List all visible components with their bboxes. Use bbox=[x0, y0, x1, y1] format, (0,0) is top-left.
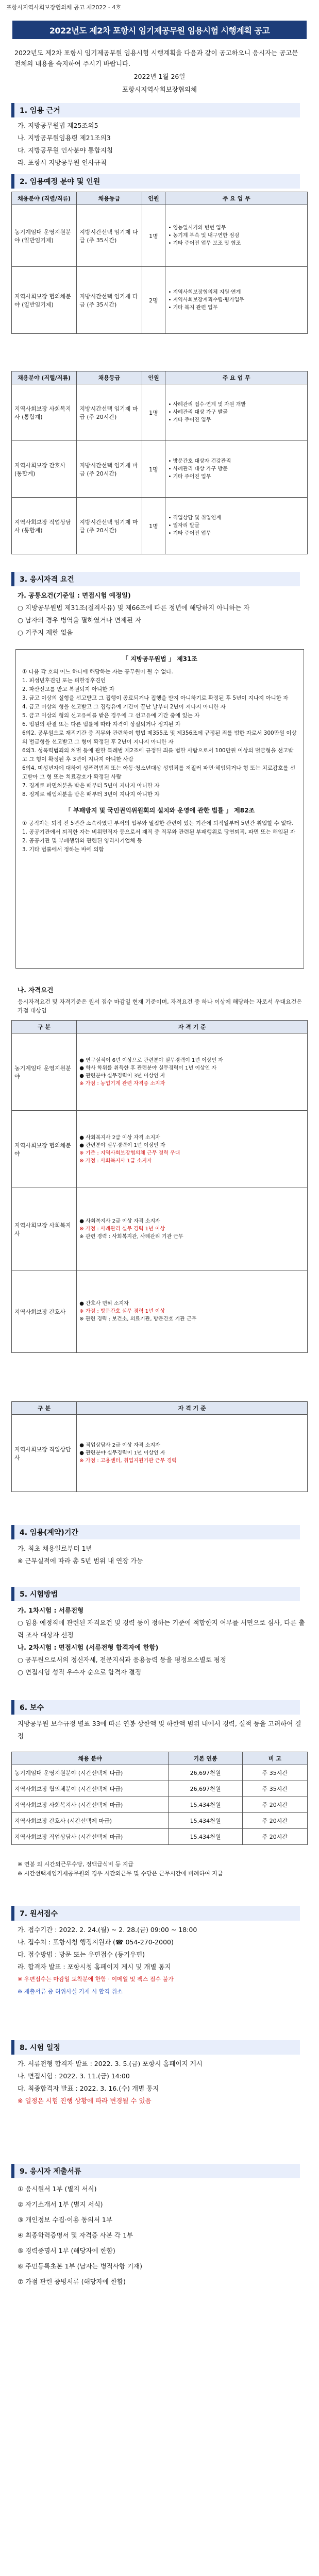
box-line: ① 다음 각 호의 어느 하나에 해당하는 자는 공무원이 될 수 없다. bbox=[22, 669, 173, 675]
list-item: ○ 면접시험 성적 우수자 순으로 합격자 결정 bbox=[18, 1668, 142, 1676]
table-header: 채용 분야 bbox=[12, 1752, 169, 1765]
box-line: ① 공직자는 퇴직 전 5년간 소속하였던 부서의 업무와 밀접한 관련이 있는 기관에 퇴직일부터 5년간 취업할 수 없다. bbox=[22, 820, 293, 826]
criteria-line: ● 간호사 면허 소지자 bbox=[79, 1301, 129, 1307]
list-item: 가. 접수기간 : 2022. 2. 24.(월) ~ 2. 28.(금) 09:00 ~ 18:00 bbox=[18, 1926, 197, 1934]
section-5-list bbox=[18, 1604, 306, 1679]
criteria-line: ※ 가점 : 사례관리 실무 경력 1년 이상 bbox=[79, 1226, 165, 1232]
box-subtitle: 「 부패방지 및 국민권익위원회의 설치와 운영에 관한 법률 」 제82조 bbox=[64, 807, 255, 814]
box-line: 6. 법원의 판결 또는 다른 법률에 따라 자격이 상실되거나 정지된 자 bbox=[22, 721, 181, 727]
criteria-line: ● 사회복지사 2급 이상 자격 소지자 bbox=[79, 1134, 160, 1141]
box-line: 6의3. 성폭력범죄의 처벌 등에 관한 특례법 제2조에 규정된 죄를 범한 사람으로서 100만원 이상의 벌금형을 선고받고 그 형이 확정된 후 3년이 지나지 아니한 사람 bbox=[22, 748, 294, 762]
list-item: ○ 지방공무원법 제31조(결격사유) 및 제66조에 따른 정년에 해당하지 아니하는 자 bbox=[18, 604, 250, 612]
box-line: 1. 피성년후견인 또는 피한정후견인 bbox=[22, 677, 106, 684]
salary-field: 지역사회보장 간호사 (시간선택제 마급) bbox=[12, 1813, 169, 1829]
box-line: 8. 징계로 해임처분을 받은 때부터 3년이 지나지 아니한 자 bbox=[22, 791, 160, 798]
table-row bbox=[12, 384, 308, 441]
table-header: 자 격 기 준 bbox=[77, 1021, 308, 1033]
duty-line: • 지역사회보장계획수립·평가업무 bbox=[168, 297, 244, 303]
duties-cell bbox=[165, 267, 308, 334]
section-4-list bbox=[18, 1543, 306, 1567]
criteria-line: ※ 기준 : 지역사회보장협의체 근무 경력 우대 bbox=[79, 1150, 180, 1156]
section-7-list bbox=[18, 1924, 306, 1998]
criteria-line: ※ 가점 : 농업기계 관련 자격증 소지자 bbox=[79, 1080, 165, 1087]
table-row bbox=[12, 1270, 308, 1353]
table-row bbox=[12, 1813, 308, 1829]
box-line: 4. 금고 이상의 형을 선고받고 그 집행유예 기간이 끝난 날부터 2년이 지나지 아니한 자 bbox=[22, 704, 226, 710]
section-9-heading: 9. 응시자 제출서류 bbox=[11, 2164, 300, 2178]
salary-field: 농기계임대 운영지원분야 (시간선택제 다급) bbox=[12, 1765, 169, 1781]
count-cell: 1명 bbox=[142, 205, 165, 267]
salary-table bbox=[11, 1752, 308, 1845]
table-header: 채용분야 (직렬/직류) bbox=[12, 371, 77, 384]
table-row bbox=[12, 1765, 308, 1781]
duty-line: • 방문간호 대상자 건강관리 bbox=[168, 459, 231, 464]
duty-line: • 기타 주어진 업무 bbox=[168, 417, 211, 423]
table-header: 채용분야 (직렬/직류) bbox=[12, 192, 77, 205]
qualification-subtext: 응시자격요건 및 자격기준은 원서 접수 마감일 현재 기준이며, 자격요건 중 하나 이상에 해당하는 자로서 우대요건은 가점 대상임 bbox=[18, 998, 302, 1014]
table-header: 비 고 bbox=[242, 1752, 307, 1765]
table-row bbox=[12, 441, 308, 498]
list-item: 나. 지방공무원임용령 제21조의3 bbox=[18, 134, 111, 142]
section-3-heading: 3. 응시자격 요건 bbox=[11, 572, 300, 586]
field-cell: 농기계임대 운영지원분야 (일반임기제) bbox=[12, 205, 77, 267]
duty-line: • 기타 복지 관련 업무 bbox=[168, 305, 218, 311]
criteria-cell bbox=[77, 1188, 308, 1270]
notice-title: 2022년도 제2차 포항시 임기제공무원 임용시험 시행계획 공고 bbox=[12, 21, 307, 39]
list-item: ○ 거주지 제한 없음 bbox=[18, 629, 73, 636]
criteria-cell bbox=[77, 1111, 308, 1188]
field-cell: 지역사회보장 협의체분야 bbox=[12, 1111, 77, 1188]
criteria-cell bbox=[77, 1033, 308, 1111]
list-item: 나. 2차시험 : 면접시험 (서류전형 합격자에 한함) bbox=[18, 1643, 159, 1651]
salary-note: 주 35시간 bbox=[242, 1765, 307, 1781]
box-line: 2. 공공기관 및 부패행위와 관련된 영리사기업체 등 bbox=[22, 838, 142, 844]
list-item: 나. 접수처 : 포항시청 행정지원과 (☎ 054-270-2000) bbox=[18, 1938, 174, 1946]
salary-field: 지역사회보장 사회복지사 (시간선택제 마급) bbox=[12, 1797, 169, 1813]
duty-line: • 사례관리 접수·연계 및 자원 개발 bbox=[168, 402, 246, 408]
duty-line: • 지역사회보장협의체 지원·연계 bbox=[168, 290, 241, 295]
criteria-line: ● 사회복지사 2급 이상 자격 소지자 bbox=[79, 1218, 160, 1224]
section-3-list bbox=[18, 589, 306, 639]
criteria-line: ● 직업상담사 2급 이상 자격 소지자 bbox=[79, 1443, 160, 1448]
warning-line: ※ 제출서류 중 허위사실 기재 시 합격 취소 bbox=[18, 1988, 123, 1995]
box-line: 5. 금고 이상의 형의 선고유예를 받은 경우에 그 선고유예 기간 중에 있는 자 bbox=[22, 713, 200, 719]
box-line: 6의4. 미성년자에 대하여 성폭력범죄 또는 아동·청소년대상 성범죄를 저질러 파면·해임되거나 형 또는 치료감호를 선고받아 그 형 또는 치료감호가 확정된 사람 bbox=[22, 765, 296, 780]
section-4-heading: 4. 임용(계약)기간 bbox=[11, 1525, 300, 1539]
disqualification-box bbox=[15, 649, 304, 969]
list-item: ⑤ 경력증명서 1부 (해당자에 한함) bbox=[18, 2247, 115, 2255]
criteria-line: ● 연구실적이 6년 이상으로 관련분야 실무경력이 1년 이상인 자 bbox=[79, 1057, 223, 1063]
table-row bbox=[12, 267, 308, 334]
salary-field: 지역사회보장 직업상담사 (시간선택제 마급) bbox=[12, 1829, 169, 1845]
section-8-heading: 8. 시험 일정 bbox=[11, 2040, 300, 2055]
grade-cell: 지방시간선택 임기제 마급 (주 20시간) bbox=[77, 384, 142, 441]
section-1-heading: 1. 임용 근거 bbox=[11, 103, 300, 117]
table-header: 채용등급 bbox=[77, 371, 142, 384]
table-header: 인원 bbox=[142, 371, 165, 384]
box-line: 7. 징계로 파면처분을 받은 때부터 5년이 지나지 아니한 자 bbox=[22, 783, 160, 789]
field-cell: 지역사회보장 간호사 bbox=[12, 1270, 77, 1353]
table-header: 주 요 업 무 bbox=[165, 371, 308, 384]
criteria-line: ※ 관련 경력 : 사회복지관, 사례관리 기관 근무 bbox=[79, 1234, 183, 1240]
salary-note: 주 20시간 bbox=[242, 1813, 307, 1829]
box-line: 6의2. 공무원으로 재직기간 중 직무와 관련하여 형법 제355조 및 제356조에 규정된 죄를 범한 자로서 300만원 이상의 벌금형을 선고받고 그 형이 확정된 후 2년이 지나지 아니한 자 bbox=[22, 730, 297, 745]
count-cell: 1명 bbox=[142, 384, 165, 441]
list-item: ① 응시원서 1부 (별지 서식) bbox=[18, 2185, 97, 2193]
field-cell: 농기계임대 운영지원분야 bbox=[12, 1033, 77, 1111]
list-item: 나. 면접시험 : 2022. 3. 11.(금) 14:00 bbox=[18, 2072, 130, 2080]
table-header: 구 분 bbox=[12, 1402, 77, 1415]
intro-signature: 포항시지역사회보장협의체 bbox=[122, 86, 197, 93]
list-item: 라. 포항시 지방공무원 인사규칙 bbox=[18, 159, 107, 166]
duties-cell bbox=[165, 384, 308, 441]
intro-paragraph: 2022년도 제2차 포항시 임기제공무원 임용시험 시행계획을 다음과 같이 공고하오니 응시자는 공고문 전체의 내용을 숙지하여 주시기 바랍니다. bbox=[14, 49, 298, 67]
table-row bbox=[12, 205, 308, 267]
duties-cell bbox=[165, 205, 308, 267]
list-item: ④ 최종학력증명서 및 자격증 사본 각 1부 bbox=[18, 2231, 133, 2239]
salary-notes bbox=[18, 1860, 306, 1878]
box-line: 1. 공공기관에서 퇴직한 자는 비위면직자 등으로서 재직 중 직무와 관련된 부패행위로 당연퇴직, 파면 또는 해임된 자 bbox=[22, 829, 295, 835]
list-item: ⑦ 가점 관련 증빙서류 (해당자에 한함) bbox=[18, 2278, 126, 2285]
box-line: 3. 기타 법률에서 정하는 바에 의함 bbox=[22, 846, 104, 853]
list-item: ※ 근무실적에 따라 총 5년 범위 내 연장 가능 bbox=[18, 1557, 143, 1565]
duty-line: • 농기계 부속 및 내구연한 점검 bbox=[168, 233, 240, 239]
note-line: ※ 연봉 외 시간외근무수당, 정액급식비 등 지급 bbox=[18, 1861, 133, 1868]
duty-line: • 기타 주어진 업무 보조 및 협조 bbox=[168, 241, 241, 246]
criteria-line: ※ 관련 경력 : 보건소, 의료기관, 방문간호 기관 근무 bbox=[79, 1316, 197, 1322]
list-item: ○ 임용 예정직에 관련된 자격요건 및 경력 등이 정하는 기준에 적합한지 여부를 서면으로 심사, 다른 출력 조사 대상자 선정 bbox=[18, 1619, 305, 1639]
criteria-line: ● 관련분야 실무경력이 1년 이상인 자 bbox=[79, 1450, 165, 1456]
table-row bbox=[12, 1111, 308, 1188]
grade-cell: 지방시간선택 임기제 마급 (주 20시간) bbox=[77, 441, 142, 498]
table-header: 인원 bbox=[142, 192, 165, 205]
table-header: 구 분 bbox=[12, 1021, 77, 1033]
qualification-table-1 bbox=[11, 1020, 308, 1353]
note-line: ※ 시간선택제임기제공무원의 경우 시간외근무 및 수당은 근무시간에 비례하여 지급 bbox=[18, 1870, 223, 1877]
duties-cell bbox=[165, 498, 308, 554]
table-row bbox=[12, 498, 308, 554]
count-cell: 1명 bbox=[142, 441, 165, 498]
salary-amount: 26,697천원 bbox=[169, 1781, 243, 1797]
field-cell: 지역사회보장 직업상담사 bbox=[12, 1415, 77, 1492]
table-row bbox=[12, 1188, 308, 1270]
section-5-heading: 5. 시험방법 bbox=[11, 1587, 300, 1601]
grade-cell: 지방시간선택 임기제 다급 (주 35시간) bbox=[77, 267, 142, 334]
section-6-heading: 6. 보수 bbox=[11, 1700, 300, 1715]
intro-block bbox=[14, 47, 305, 97]
field-cell: 지역사회보장 협의체분야 (일반임기제) bbox=[12, 267, 77, 334]
section-7-heading: 7. 원서접수 bbox=[11, 1906, 300, 1921]
list-item: ⑥ 주민등록초본 1부 (남자는 병적사항 기재) bbox=[18, 2262, 142, 2270]
salary-note: 주 20시간 bbox=[242, 1797, 307, 1813]
salary-field: 지역사회보장 협의체분야 (시간선택제 다급) bbox=[12, 1781, 169, 1797]
field-cell: 지역사회보장 직업상담사 (통합계) bbox=[12, 498, 77, 554]
section-1-list bbox=[18, 120, 306, 169]
table-row bbox=[12, 1797, 308, 1813]
list-item: 라. 합격자 발표 : 포항시청 홈페이지 게시 및 개별 통지 bbox=[18, 1963, 171, 1971]
box-line: 2. 파산선고를 받고 복권되지 아니한 자 bbox=[22, 686, 114, 692]
list-item: ③ 개인정보 수집·이용 동의서 1부 bbox=[18, 2216, 112, 2224]
count-cell: 1명 bbox=[142, 498, 165, 554]
table-row bbox=[12, 1033, 308, 1111]
duty-line: • 사례관리 대상 가구 방문 bbox=[168, 466, 228, 472]
positions-table-1 bbox=[11, 192, 308, 334]
list-item: ○ 남자의 경우 병역을 필하였거나 면제된 자 bbox=[18, 616, 142, 624]
section-2-heading: 2. 임용예정 분야 및 인원 bbox=[11, 174, 300, 189]
list-item: 가. 1차시험 : 서류전형 bbox=[18, 1606, 84, 1614]
salary-amount: 15,434천원 bbox=[169, 1797, 243, 1813]
criteria-line: ● 학사 학위를 취득한 후 관련분야 실무경력이 1년 이상인 자 bbox=[79, 1065, 217, 1071]
criteria-line: ※ 가점 : 고용센터, 취업지원기관 근무 경력 bbox=[79, 1458, 177, 1464]
field-cell: 지역사회보장 사회복지사 bbox=[12, 1188, 77, 1270]
intro-date: 2022년 1월 26일 bbox=[133, 73, 186, 80]
duty-line: • 직업상담 및 취업연계 bbox=[168, 515, 221, 521]
section-6-text: 지방공무원 보수규정 별표 33에 따른 연봉 상한액 및 하한액 범위 내에서 경력, 실적 등을 고려하여 결정 bbox=[18, 1720, 301, 1740]
list-item: 다. 최종합격자 발표 : 2022. 3. 16.(수) 개별 통지 bbox=[18, 2084, 159, 2092]
duty-line: • 영농일시기의 빈번 업무 bbox=[168, 225, 226, 231]
table-row bbox=[12, 1415, 308, 1492]
salary-note: 주 20시간 bbox=[242, 1829, 307, 1845]
duties-cell bbox=[165, 441, 308, 498]
grade-cell: 지방시간선택 임기제 다급 (주 35시간) bbox=[77, 205, 142, 267]
notice-number: 포항시지역사회보장협의체 공고 제2022 - 4호 bbox=[6, 4, 121, 11]
duty-line: • 일자리 발굴 bbox=[168, 523, 199, 529]
list-item: ※ 일정은 시험 진행 상황에 따라 변경될 수 있음 bbox=[18, 2097, 152, 2105]
table-header: 채용등급 bbox=[77, 192, 142, 205]
section-9-list bbox=[18, 2181, 306, 2290]
positions-table-2 bbox=[11, 371, 308, 554]
criteria-line: ※ 가점 : 방문간호 실무 경력 1년 이상 bbox=[79, 1309, 165, 1314]
list-item: 다. 접수방법 : 방문 또는 우편접수 (등기우편) bbox=[18, 1951, 145, 1958]
duty-line: • 사례관리 대상 가구 발굴 bbox=[168, 410, 228, 415]
qualification-table-2 bbox=[11, 1401, 308, 1492]
count-cell: 2명 bbox=[142, 267, 165, 334]
salary-amount: 15,434천원 bbox=[169, 1813, 243, 1829]
grade-cell: 지방시간선택 임기제 마급 (주 20시간) bbox=[77, 498, 142, 554]
criteria-line: ● 관련분야 실무경력이 3년 이상인 자 bbox=[79, 1073, 165, 1079]
box-title: 「 지방공무원법 」 제31조 bbox=[122, 655, 197, 663]
field-cell: 지역사회보장 간호사 (통합계) bbox=[12, 441, 77, 498]
salary-amount: 15,434천원 bbox=[169, 1829, 243, 1845]
table-header: 주 요 업 무 bbox=[165, 192, 308, 205]
field-cell: 지역사회보장 사회복지사 (통합계) bbox=[12, 384, 77, 441]
duty-line: • 기타 주어진 업무 bbox=[168, 474, 211, 480]
table-row bbox=[12, 1781, 308, 1797]
list-item: 가. 지방공무원법 제25조의5 bbox=[18, 122, 98, 129]
criteria-line: ● 관련분야 실무경력이 1년 이상인 자 bbox=[79, 1142, 165, 1148]
qualification-heading: 나. 자격요건 bbox=[18, 986, 54, 994]
box-line: 3. 금고 이상의 실형을 선고받고 그 집행이 종료되거나 집행을 받지 아니하기로 확정된 후 5년이 지나지 아니한 자 bbox=[22, 695, 289, 701]
table-header: 자 격 기 준 bbox=[77, 1402, 308, 1415]
criteria-line: ※ 가점 : 사회복지사 1급 소지자 bbox=[79, 1158, 152, 1164]
salary-note: 주 35시간 bbox=[242, 1781, 307, 1797]
warning-line: ※ 우편접수는 마감일 도착분에 한함 · 이메일 및 팩스 접수 불가 bbox=[18, 1976, 174, 1982]
table-row bbox=[12, 1829, 308, 1845]
list-item: 가. 서류전형 합격자 발표 : 2022. 3. 5.(금) 포항시 홈페이지 게시 bbox=[18, 2060, 203, 2067]
table-header: 기본 연봉 bbox=[169, 1752, 243, 1765]
section-8-list bbox=[18, 2058, 306, 2107]
list-item: 다. 지방공무원 인사분야 통합지침 bbox=[18, 146, 113, 154]
list-item: 가. 최초 채용일로부터 1년 bbox=[18, 1545, 92, 1552]
salary-amount: 26,697천원 bbox=[169, 1765, 243, 1781]
criteria-cell bbox=[77, 1270, 308, 1353]
criteria-cell bbox=[77, 1415, 308, 1492]
duty-line: • 기타 주어진 업무 bbox=[168, 531, 211, 536]
list-item: 가. 공통요건(기준일 : 면접시험 예정일) bbox=[18, 591, 131, 599]
list-item: ② 자기소개서 1부 (별지 서식) bbox=[18, 2200, 103, 2208]
list-item: ○ 공무원으로서의 정신자세, 전문지식과 응용능력 등을 평정요소별로 평정 bbox=[18, 1656, 226, 1664]
